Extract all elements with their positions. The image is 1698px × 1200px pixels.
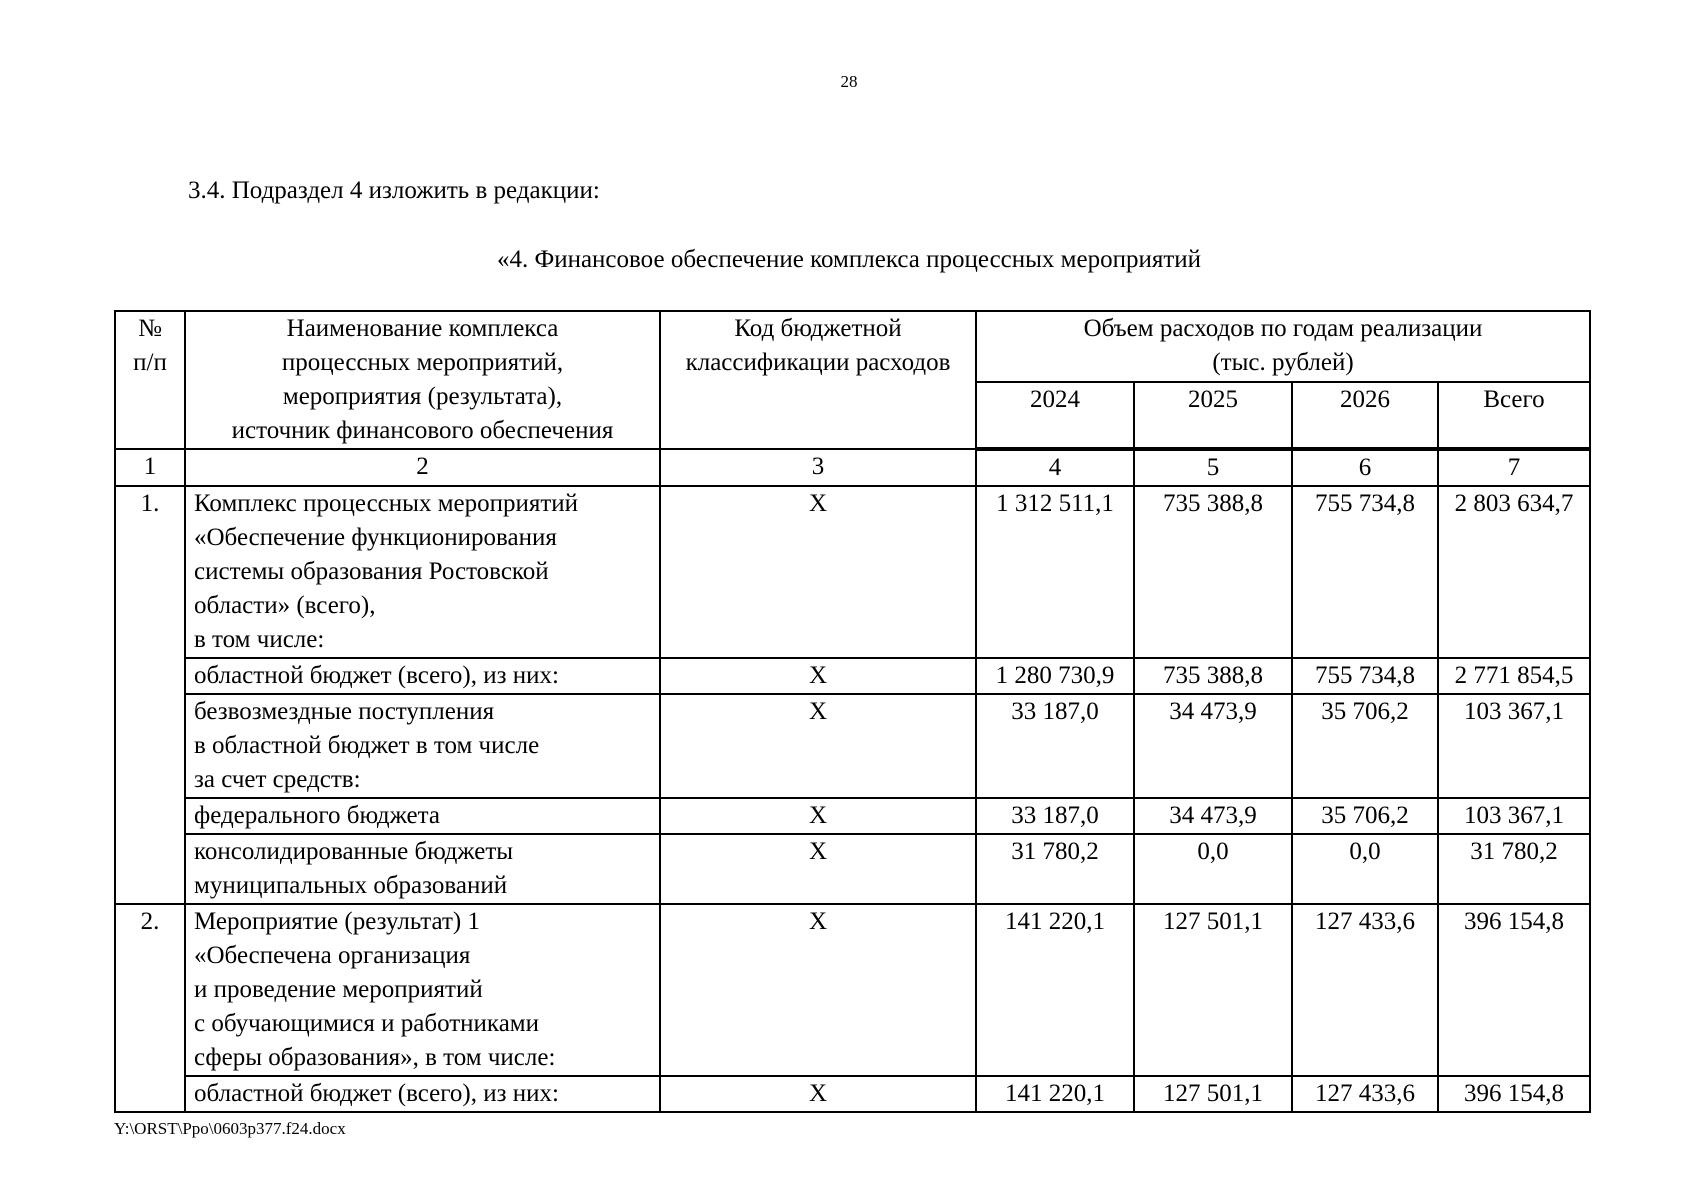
value-year: 35 706,2 — [1292, 694, 1438, 798]
value-year: 0,0 — [1134, 834, 1292, 904]
value-year: 127 501,1 — [1134, 1076, 1292, 1112]
row-name: областной бюджет (всего), из них: — [185, 658, 660, 694]
table-row — [115, 834, 1590, 904]
section-title: «4. Финансовое обеспечение комплекса процессных мероприятий — [496, 246, 1202, 273]
row-number: 2. — [115, 904, 185, 1112]
header-num — [115, 311, 185, 449]
table-row — [115, 798, 1590, 834]
table-body — [115, 449, 1590, 1112]
table-row — [115, 694, 1590, 798]
table-row — [115, 486, 1590, 658]
value-year: 34 473,9 — [1134, 798, 1292, 834]
header-code-label: Код бюджетной классификации расходов — [685, 315, 951, 376]
row-name: консолидированные бюджеты муниципальных образований — [185, 834, 660, 904]
budget-code: X — [660, 798, 976, 834]
intro-paragraph: 3.4. Подраздел 4 изложить в редакции: — [188, 177, 600, 204]
value-year: 1 312 511,1 — [976, 486, 1134, 658]
column-number: 3 — [660, 449, 976, 486]
header-name-label: Наименование комплекса процессных мероприятий, мероприятия (результата), источник финансового обеспечения — [231, 315, 614, 444]
value-year: 35 706,2 — [1292, 798, 1438, 834]
header-code — [660, 311, 976, 449]
row-name: областной бюджет (всего), из них: — [185, 1076, 660, 1112]
column-number: 1 — [115, 449, 185, 486]
header-num-label: № п/п — [133, 315, 167, 376]
budget-code: X — [660, 834, 976, 904]
value-total: 396 154,8 — [1438, 904, 1590, 1076]
table-row — [115, 904, 1590, 1076]
budget-code: X — [660, 658, 976, 694]
column-number: 6 — [1292, 449, 1438, 486]
budget-code: X — [660, 694, 976, 798]
value-year: 31 780,2 — [976, 834, 1134, 904]
value-year: 33 187,0 — [976, 798, 1134, 834]
column-number: 5 — [1134, 449, 1292, 486]
value-total: 103 367,1 — [1438, 694, 1590, 798]
header-volume-label: Объем расходов по годам реализации (тыс. рублей) — [1083, 315, 1483, 376]
value-total: 103 367,1 — [1438, 798, 1590, 834]
value-year: 34 473,9 — [1134, 694, 1292, 798]
value-year: 33 187,0 — [976, 694, 1134, 798]
header-volume — [976, 311, 1590, 382]
row-name: Комплекс процессных мероприятий «Обеспечение функционирования системы образования Ростовской области» (всего), в том числе: — [185, 486, 660, 658]
header-year-2026: 2026 — [1292, 382, 1438, 449]
value-total: 2 803 634,7 — [1438, 486, 1590, 658]
value-total: 396 154,8 — [1438, 1076, 1590, 1112]
header-year-2024: 2024 — [976, 382, 1134, 449]
budget-code: X — [660, 486, 976, 658]
table-row — [115, 1076, 1590, 1112]
row-name: безвозмездные поступления в областной бюджет в том числе за счет средств: — [185, 694, 660, 798]
value-year: 127 433,6 — [1292, 1076, 1438, 1112]
row-number: 1. — [115, 486, 185, 904]
column-numbers-row — [115, 449, 1590, 486]
value-year: 0,0 — [1292, 834, 1438, 904]
value-year: 735 388,8 — [1134, 486, 1292, 658]
header-total: Всего — [1438, 382, 1590, 449]
value-year: 127 433,6 — [1292, 904, 1438, 1076]
column-number: 4 — [976, 449, 1134, 486]
value-total: 31 780,2 — [1438, 834, 1590, 904]
value-year: 755 734,8 — [1292, 658, 1438, 694]
budget-code: X — [660, 904, 976, 1076]
value-year: 755 734,8 — [1292, 486, 1438, 658]
row-name: Мероприятие (результат) 1 «Обеспечена организация и проведение мероприятий с обучающимися и работниками сферы образования», в том числе: — [185, 904, 660, 1076]
value-year: 141 220,1 — [976, 904, 1134, 1076]
header-name — [185, 311, 660, 449]
table-row — [115, 658, 1590, 694]
value-year: 141 220,1 — [976, 1076, 1134, 1112]
financing-table — [114, 310, 1591, 1113]
row-name: федерального бюджета — [185, 798, 660, 834]
column-number: 7 — [1438, 449, 1590, 486]
page-number: 28 — [840, 72, 858, 91]
value-year: 1 280 730,9 — [976, 658, 1134, 694]
value-year: 735 388,8 — [1134, 658, 1292, 694]
budget-code: X — [660, 1076, 976, 1112]
file-path-footer: Y:\ORST\Ppo\0603p377.f24.docx — [114, 1119, 346, 1138]
header-year-2025: 2025 — [1134, 382, 1292, 449]
value-year: 127 501,1 — [1134, 904, 1292, 1076]
column-number: 2 — [185, 449, 660, 486]
value-total: 2 771 854,5 — [1438, 658, 1590, 694]
